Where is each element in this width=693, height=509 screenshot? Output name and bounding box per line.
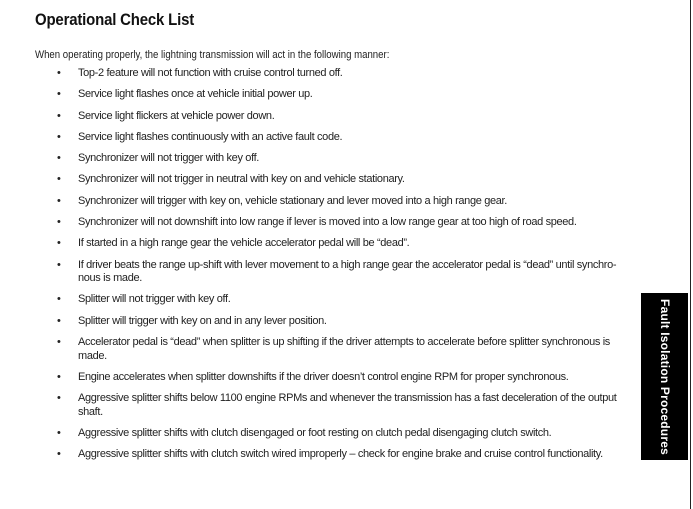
list-item [57,237,634,251]
list-item [57,131,634,145]
list-item-text: Aggressive splitter shifts with clutch switch wired improperly – check for engine brake and cruise control functionality. [78,448,603,461]
bullet-icon: • [57,258,61,271]
bullet-icon: • [57,336,61,349]
list-item-text: Synchronizer will not trigger in neutral with key on and vehicle stationary. [78,173,405,186]
bullet-icon: • [57,392,61,405]
bullet-icon: • [57,173,61,186]
list-item-text: Service light flickers at vehicle power down. [78,109,275,122]
list-item-text: Service light flashes once at vehicle initial power up. [78,88,313,101]
list-item-text: Synchronizer will not downshift into low range if lever is moved into a low range gear at too high of road speed. [78,216,577,229]
list-item [57,392,634,419]
bullet-icon: • [57,216,61,229]
bullet-icon: • [57,448,61,461]
list-item-text: Splitter will not trigger with key off. [78,293,231,306]
list-item-text: If started in a high range gear the vehicle accelerator pedal will be “dead”. [78,237,410,250]
list-item-text: Service light flashes continuously with an active fault code. [78,130,343,143]
list-item [57,216,634,230]
list-item [57,448,634,462]
list-item-text: Synchronizer will trigger with key on, vehicle stationary and lever moved into a high range gear. [78,194,507,207]
bullet-icon: • [57,88,61,101]
list-item [57,152,634,166]
list-item [57,293,634,307]
list-item [57,173,634,187]
page-edge-rule [690,0,691,509]
bullet-icon: • [57,130,61,143]
bullet-icon: • [57,237,61,250]
list-item-text: Synchronizer will not trigger with key off. [78,152,259,165]
list-item [57,110,634,124]
intro-text: When operating properly, the lightning transmission will act in the following manner: [35,49,390,61]
bullet-icon: • [57,152,61,165]
list-item [57,67,634,81]
check-list [57,67,634,470]
list-item-text: If driver beats the range up-shift with lever movement to a high range gear the accelerator pedal is “dead” until synchro-nous is made. [78,258,617,285]
list-item [57,88,634,102]
list-item [57,195,634,209]
bullet-icon: • [57,67,61,79]
bullet-icon: • [57,426,61,439]
list-item-text: Accelerator pedal is “dead” when splitter is up shifting if the driver attempts to accelerate before splitter synchronous is made. [78,336,610,362]
list-item [57,427,634,441]
bullet-icon: • [57,314,61,327]
bullet-icon: • [57,109,61,122]
bullet-icon: • [57,293,61,306]
list-item-text: Top-2 feature will not function with cruise control turned off. [78,67,343,79]
list-item-text: Aggressive splitter shifts below 1100 engine RPMs and whenever the transmission has a fast deceleration of the output shaft. [78,392,617,418]
bullet-icon: • [57,194,61,207]
list-item-text: Splitter will trigger with key on and in any lever position. [78,314,327,327]
list-item [57,259,634,286]
list-item-text: Engine accelerates when splitter downshifts if the driver doesn’t control engine RPM for proper synchronous. [78,370,569,383]
bullet-icon: • [57,370,61,383]
page-title: Operational Check List [35,10,195,29]
section-tab-label: Fault Isolation Procedures [657,298,672,455]
list-item [57,371,634,385]
list-item-text: Aggressive splitter shifts with clutch disengaged or foot resting on clutch pedal disengaging clutch switch. [78,426,552,439]
list-item [57,336,634,363]
section-tab [641,293,688,460]
list-item [57,315,634,329]
